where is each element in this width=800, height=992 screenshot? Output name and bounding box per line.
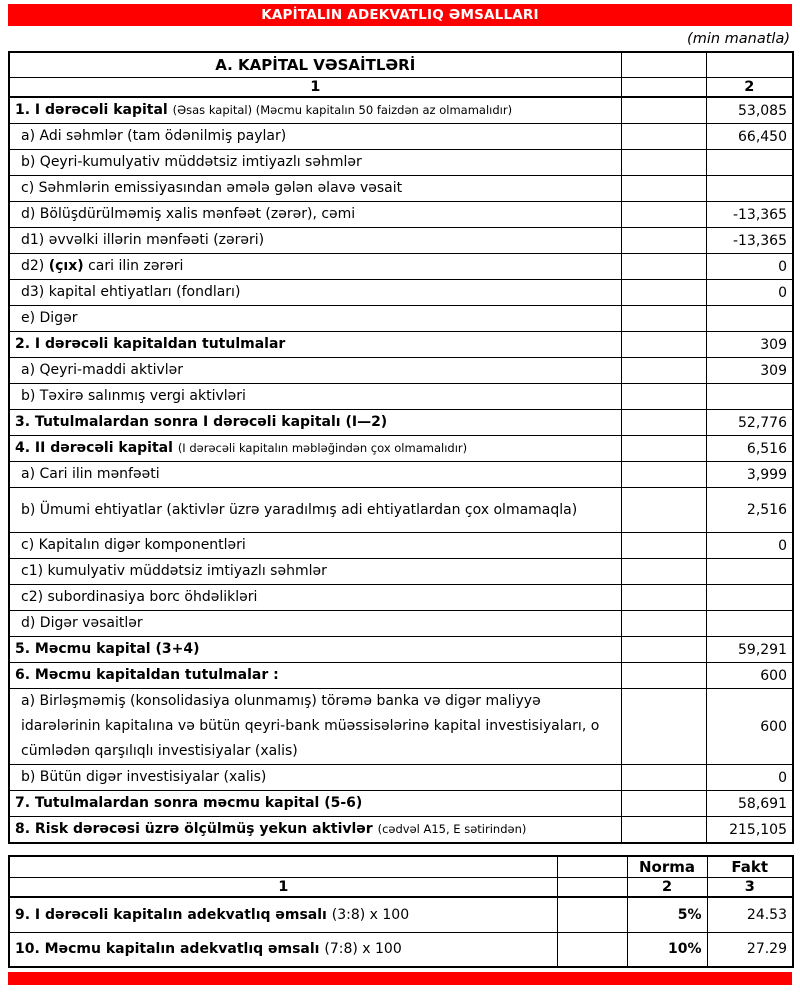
row-label-segment: d3) kapital ehtiyatları (fondları) [21, 284, 241, 300]
row-fakt-value: 24.53 [707, 897, 793, 932]
empty-cell [621, 97, 706, 124]
table-row [9, 228, 793, 254]
row-label-segment: 9. I dərəcəli kapitalın adekvatlıq əmsalı [15, 906, 332, 923]
row-label [9, 462, 621, 488]
table-row [9, 689, 793, 765]
empty-cell [557, 877, 627, 897]
row-label-segment: b) Ümumi ehtiyatlar (aktivlər üzrə yaradılmış adi ehtiyatlardan çox olmamaqla) [21, 501, 578, 518]
row-label [9, 611, 621, 637]
row-label [9, 410, 621, 436]
empty-cell [621, 488, 706, 533]
empty-cell [621, 280, 706, 306]
row-norma-value: 10% [627, 932, 707, 967]
row-value: 309 [706, 358, 793, 384]
table-row [9, 663, 793, 689]
row-value: 600 [706, 689, 793, 765]
empty-cell [621, 150, 706, 176]
bottom-red-bar [8, 972, 792, 985]
empty-cell [621, 559, 706, 585]
table-row [9, 384, 793, 410]
table-row [9, 410, 793, 436]
row-label-segment: 3. Tutulmalardan sonra I dərəcəli kapitalı (I—2) [15, 414, 388, 430]
row-label-segment: c2) subordinasiya borc öhdəlikləri [21, 589, 258, 605]
empty-cell [621, 585, 706, 611]
row-label [9, 306, 621, 332]
empty-cell [621, 791, 706, 817]
table-row [9, 462, 793, 488]
row-label-segment: b) Qeyri-kumulyativ müddətsiz imtiyazlı səhmlər [21, 154, 362, 170]
table-row [9, 358, 793, 384]
empty-cell [621, 306, 706, 332]
table-row [9, 791, 793, 817]
row-value: 0 [706, 533, 793, 559]
row-label [9, 228, 621, 254]
empty-cell [621, 202, 706, 228]
ratio-number-row [9, 877, 793, 897]
row-label-segment: cari ilin zərəri [83, 258, 184, 274]
report-title-banner [8, 4, 792, 26]
row-label [9, 637, 621, 663]
column-header-2: 2 [706, 77, 793, 97]
column-header-2: 2 [627, 877, 707, 897]
row-value: 0 [706, 254, 793, 280]
row-label [9, 559, 621, 585]
empty-cell [9, 856, 557, 877]
row-label-segment: (Əsas kapital) (Məcmu kapitalın 50 faizdən az olmamalıdır) [172, 103, 513, 117]
empty-cell [557, 856, 627, 877]
row-label-segment: 4. II dərəcəli kapital [15, 440, 178, 456]
row-label-segment: 10. Məcmu kapitalın adekvatlıq əmsalı [15, 941, 325, 958]
table-row [9, 280, 793, 306]
row-fakt-value: 27.29 [707, 932, 793, 967]
table-row [9, 765, 793, 791]
row-label [9, 689, 621, 765]
row-label [9, 791, 621, 817]
empty-cell [621, 436, 706, 462]
row-value: 215,105 [706, 817, 793, 844]
empty-cell [621, 817, 706, 844]
table-row [9, 332, 793, 358]
empty-cell [621, 358, 706, 384]
table-row [9, 559, 793, 585]
table-row [9, 637, 793, 663]
empty-cell [621, 332, 706, 358]
row-label-segment: d) Bölüşdürülməmiş xalis mənfəət (zərər), cəmi [21, 206, 356, 222]
table-row [9, 585, 793, 611]
row-value: -13,365 [706, 202, 793, 228]
row-label [9, 332, 621, 358]
row-value [706, 611, 793, 637]
row-label-segment: (cədvəl A15, E sətirindən) [377, 822, 527, 836]
row-value: 6,516 [706, 436, 793, 462]
row-value: 52,776 [706, 410, 793, 436]
row-value: 600 [706, 663, 793, 689]
table-row [9, 611, 793, 637]
ratio-header-row [9, 856, 793, 877]
row-value: 59,291 [706, 637, 793, 663]
table-title: A. KAPİTAL VƏSAİTLƏRİ [9, 52, 621, 77]
column-header-3: 3 [707, 877, 793, 897]
row-label-segment: a) Adi səhmlər (tam ödənilmiş paylar) [21, 128, 287, 144]
empty-cell [621, 410, 706, 436]
empty-cell [621, 384, 706, 410]
column-header-1: 1 [9, 877, 557, 897]
row-label [9, 358, 621, 384]
row-label-segment: c) Kapitalın digər komponentləri [21, 537, 246, 553]
row-norma-value: 5% [627, 897, 707, 932]
table-row [9, 488, 793, 533]
row-label [9, 254, 621, 280]
row-label [9, 533, 621, 559]
row-value [706, 585, 793, 611]
row-label [9, 384, 621, 410]
row-label-segment: 1. I dərəcəli kapital [15, 102, 173, 118]
row-label-segment: d2) [21, 258, 49, 274]
row-label [9, 488, 621, 533]
ratio-table-body [9, 897, 793, 967]
empty-cell [706, 52, 793, 77]
row-label-segment: (3:8) x 100 [331, 906, 410, 923]
row-label [9, 202, 621, 228]
row-label-segment: d) Digər vəsaitlər [21, 615, 143, 631]
empty-cell [621, 77, 706, 97]
table-row [9, 533, 793, 559]
empty-cell [621, 52, 706, 77]
row-label [9, 150, 621, 176]
empty-cell [621, 765, 706, 791]
row-label-segment: e) Digər [21, 310, 78, 326]
row-label-segment: (7:8) x 100 [324, 941, 402, 958]
empty-cell [621, 611, 706, 637]
norma-column-header: Norma [627, 856, 707, 877]
row-label-segment: c) Səhmlərin emissiyasından əmələ gələn əlavə vəsait [21, 180, 403, 196]
row-label [9, 663, 621, 689]
table-row [9, 817, 793, 844]
row-label-segment: (çıx) [48, 258, 84, 274]
row-label-segment: 2. I dərəcəli kapitaldan tutulmalar [15, 336, 286, 352]
row-label [9, 176, 621, 202]
row-value [706, 176, 793, 202]
table-row [9, 202, 793, 228]
unit-note: (min manatla) [687, 31, 790, 47]
empty-cell [621, 462, 706, 488]
table-row [9, 254, 793, 280]
table-row [9, 150, 793, 176]
table-row [9, 176, 793, 202]
adequacy-ratio-table [8, 855, 794, 968]
row-label-segment: 6. Məcmu kapitaldan tutulmalar : [15, 667, 279, 683]
row-label [9, 585, 621, 611]
row-label [9, 436, 621, 462]
table-row [9, 932, 793, 967]
row-label-segment: 8. Risk dərəcəsi üzrə ölçülmüş yekun aktivlər [15, 821, 378, 837]
row-value: 66,450 [706, 124, 793, 150]
row-label [9, 897, 557, 932]
empty-cell [557, 932, 627, 967]
empty-cell [621, 663, 706, 689]
row-value [706, 559, 793, 585]
table-row [9, 306, 793, 332]
row-label [9, 817, 621, 844]
row-value [706, 384, 793, 410]
column-number-row [9, 77, 793, 97]
row-label [9, 932, 557, 967]
table-row [9, 97, 793, 124]
row-label-segment: a) Birləşməmiş (konsolidasiya olunmamış) törəmə banka və digər maliyyə idarələrinin kapitalına və bütün qeyri-bank müəssisələrinə kapital investisiyaları, o cümlədən qarşılıqlı investisiyalar (xalis) [21, 693, 600, 759]
row-value: 3,999 [706, 462, 793, 488]
row-label-segment: d1) əvvəlki illərin mənfəəti (zərəri) [21, 232, 265, 248]
row-label-segment: (I dərəcəli kapitalın məbləğindən çox olmamalıdır) [177, 441, 468, 455]
row-label [9, 280, 621, 306]
empty-cell [621, 228, 706, 254]
row-value: 53,085 [706, 97, 793, 124]
row-label-segment: b) Təxirə salınmış vergi aktivləri [21, 388, 246, 404]
fakt-column-header: Fakt [707, 856, 793, 877]
table-title-row [9, 52, 793, 77]
row-value [706, 150, 793, 176]
row-label-segment: 7. Tutulmalardan sonra məcmu kapital (5-6) [15, 795, 363, 811]
row-label-segment: 5. Məcmu kapital (3+4) [15, 641, 200, 657]
report-title: KAPİTALIN ADEKVATLIQ ƏMSALLARI [261, 7, 539, 23]
empty-cell [621, 533, 706, 559]
row-value: 0 [706, 280, 793, 306]
row-value: 2,516 [706, 488, 793, 533]
row-label-segment: a) Qeyri-maddi aktivlər [21, 362, 184, 378]
empty-cell [621, 637, 706, 663]
row-value [706, 306, 793, 332]
row-value: 309 [706, 332, 793, 358]
row-value: -13,365 [706, 228, 793, 254]
empty-cell [621, 124, 706, 150]
row-label-segment: b) Bütün digər investisiyalar (xalis) [21, 769, 267, 785]
row-label [9, 97, 621, 124]
row-label-segment: c1) kumulyativ müddətsiz imtiyazlı səhmlər [21, 563, 327, 579]
column-header-1: 1 [9, 77, 621, 97]
row-value: 58,691 [706, 791, 793, 817]
empty-cell [557, 897, 627, 932]
table-row [9, 124, 793, 150]
empty-cell [621, 254, 706, 280]
row-label-segment: a) Cari ilin mənfəəti [21, 466, 160, 482]
empty-cell [621, 176, 706, 202]
table-row [9, 897, 793, 932]
row-label [9, 124, 621, 150]
table-row [9, 436, 793, 462]
capital-funds-table [8, 51, 794, 844]
row-value: 0 [706, 765, 793, 791]
empty-cell [621, 689, 706, 765]
capital-table-body [9, 97, 793, 843]
row-label [9, 765, 621, 791]
